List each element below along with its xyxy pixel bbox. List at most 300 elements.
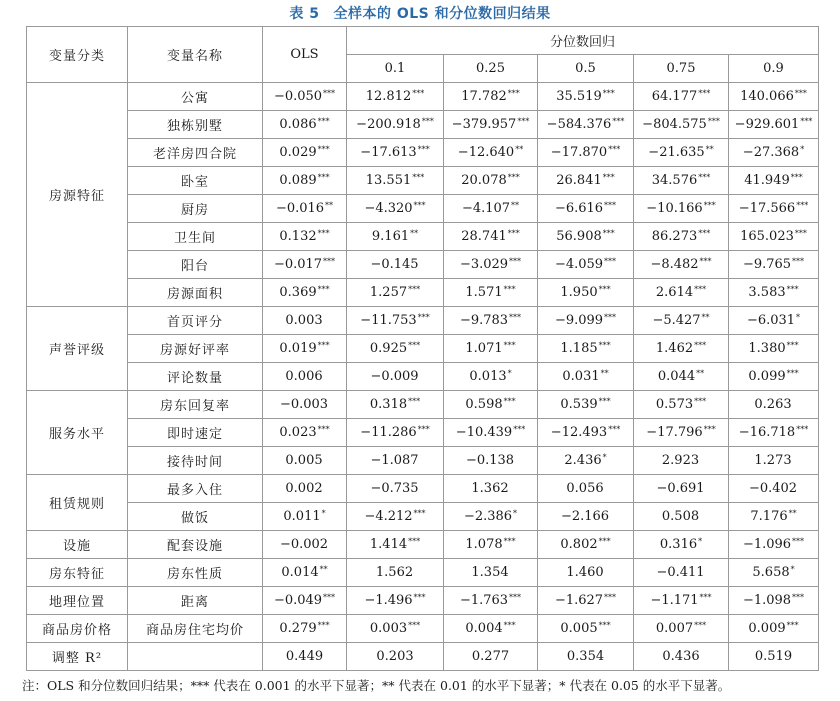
header-quantile-group: 分位数回归	[347, 27, 819, 55]
coefficient: 0.318	[369, 397, 408, 412]
coefficient: 41.949	[744, 173, 790, 188]
value-cell: 0.436	[634, 643, 729, 671]
value-cell	[444, 503, 538, 531]
value-cell	[444, 475, 538, 503]
significance-stars: **	[600, 369, 609, 378]
value-cell	[444, 615, 538, 643]
significance-stars: ***	[703, 425, 716, 434]
table-row	[27, 531, 819, 559]
value-cell	[729, 223, 819, 251]
significance-stars: ***	[707, 117, 720, 126]
coefficient: −3.029	[459, 257, 509, 272]
value-cell: 0.354	[538, 643, 634, 671]
significance-stars: ***	[794, 89, 807, 98]
category-cell: 房源特征	[27, 83, 128, 307]
coefficient: −21.635	[648, 145, 705, 160]
value-cell	[634, 335, 729, 363]
value-cell	[634, 447, 729, 475]
coefficient: −12.640	[457, 145, 515, 160]
coefficient: −9.783	[459, 313, 509, 328]
table-row	[27, 251, 819, 279]
coefficient: −5.427	[652, 313, 701, 328]
value-cell: 0.203	[347, 643, 444, 671]
value-cell	[263, 587, 347, 615]
significance-stars: ***	[608, 145, 621, 154]
value-cell	[538, 307, 634, 335]
value-cell	[634, 475, 729, 503]
variable-cell: 距离	[128, 587, 263, 615]
table-body	[27, 83, 819, 671]
table-note: 注：OLS 和分位数回归结果；*** 代表在 0.001 的水平下显著；** 代表在 0.01 的水平下显著；* 代表在 0.05 的水平下显著。	[22, 678, 731, 693]
coefficient: 1.562	[375, 565, 414, 580]
significance-stars: ***	[509, 257, 522, 266]
table-row	[27, 559, 819, 587]
value-cell	[263, 391, 347, 419]
value-cell	[538, 475, 634, 503]
coefficient: −0.003	[279, 397, 329, 412]
value-cell	[634, 503, 729, 531]
value-cell	[263, 111, 347, 139]
variable-cell: 独栋别墅	[128, 111, 263, 139]
value-cell	[634, 167, 729, 195]
coefficient: −16.718	[738, 425, 796, 440]
value-cell	[634, 615, 729, 643]
coefficient: 1.462	[655, 341, 694, 356]
significance-stars: **	[701, 313, 710, 322]
value-cell	[634, 139, 729, 167]
significance-stars: ***	[408, 285, 421, 294]
table-row	[27, 503, 819, 531]
coefficient: 1.380	[748, 341, 786, 356]
coefficient: −1.763	[459, 593, 509, 608]
coefficient: 26.841	[556, 173, 602, 188]
significance-stars: ***	[698, 89, 711, 98]
significance-stars: ***	[790, 173, 803, 182]
value-cell	[347, 139, 444, 167]
value-cell	[634, 419, 729, 447]
value-cell	[263, 363, 347, 391]
value-cell	[538, 167, 634, 195]
coefficient: −9.099	[554, 313, 604, 328]
significance-stars: ***	[408, 621, 421, 630]
value-cell	[347, 167, 444, 195]
significance-stars: ***	[412, 173, 425, 182]
significance-stars: ***	[317, 425, 330, 434]
significance-stars: ***	[598, 285, 611, 294]
value-cell	[347, 251, 444, 279]
coefficient: 35.519	[556, 89, 602, 104]
significance-stars: ***	[317, 229, 330, 238]
coefficient: 0.031	[562, 369, 600, 384]
significance-stars: ***	[604, 257, 617, 266]
coefficient: −6.616	[554, 201, 604, 216]
value-cell	[263, 531, 347, 559]
coefficient: −584.376	[546, 117, 612, 132]
significance-stars: **	[410, 229, 419, 238]
value-cell	[263, 167, 347, 195]
table-row	[27, 195, 819, 223]
coefficient: −10.439	[455, 425, 513, 440]
coefficient: −4.212	[364, 509, 413, 524]
value-cell	[729, 335, 819, 363]
significance-stars: ***	[604, 313, 617, 322]
value-cell	[444, 223, 538, 251]
significance-stars: ***	[598, 621, 611, 630]
coefficient: 0.005	[560, 621, 598, 636]
coefficient: −0.402	[748, 481, 798, 496]
significance-stars: ***	[413, 201, 426, 210]
value-cell	[634, 531, 729, 559]
coefficient: −1.627	[554, 593, 604, 608]
coefficient: 0.013	[469, 369, 507, 384]
header-category: 变量分类	[27, 27, 128, 83]
value-cell	[634, 251, 729, 279]
coefficient: −0.735	[370, 481, 419, 496]
coefficient: 64.177	[651, 89, 698, 104]
variable-cell: 做饭	[128, 503, 263, 531]
value-cell	[444, 111, 538, 139]
significance-stars: ***	[694, 341, 707, 350]
significance-stars: ***	[417, 145, 430, 154]
variable-cell: 公寓	[128, 83, 263, 111]
variable-cell: 商品房住宅均价	[128, 615, 263, 643]
value-cell	[444, 391, 538, 419]
value-cell	[634, 279, 729, 307]
value-cell	[538, 419, 634, 447]
significance-stars: ***	[694, 397, 707, 406]
value-cell	[538, 251, 634, 279]
value-cell	[347, 447, 444, 475]
significance-stars: ***	[317, 341, 330, 350]
coefficient: 1.571	[465, 285, 503, 300]
results-table	[26, 26, 819, 671]
coefficient: 0.006	[285, 369, 323, 384]
coefficient: 1.362	[471, 481, 509, 496]
coefficient: −17.870	[550, 145, 608, 160]
value-cell	[263, 83, 347, 111]
coefficient: 34.576	[651, 173, 698, 188]
coefficient: 7.176	[750, 509, 788, 524]
value-cell	[263, 503, 347, 531]
header-variable: 变量名称	[128, 27, 263, 83]
value-cell: 0.277	[444, 643, 538, 671]
value-cell	[729, 167, 819, 195]
value-cell	[263, 307, 347, 335]
variable-cell: 最多入住	[128, 475, 263, 503]
value-cell	[263, 251, 347, 279]
table-title: 全样本的 OLS 和分位数回归结果	[333, 6, 551, 22]
value-cell	[729, 139, 819, 167]
value-cell	[444, 307, 538, 335]
value-cell	[538, 279, 634, 307]
coefficient: 0.005	[285, 453, 323, 468]
table-row	[27, 167, 819, 195]
value-cell	[444, 139, 538, 167]
coefficient: 0.056	[566, 481, 604, 496]
coefficient: 0.099	[748, 369, 786, 384]
significance-stars: ***	[602, 229, 615, 238]
coefficient: 0.802	[560, 537, 598, 552]
significance-stars: ***	[792, 537, 805, 546]
variable-cell: 配套设施	[128, 531, 263, 559]
coefficient: −12.493	[550, 425, 608, 440]
category-cell: 声誉评级	[27, 307, 128, 391]
header-quantile: 0.25	[444, 55, 538, 83]
value-cell	[634, 83, 729, 111]
significance-stars: ***	[598, 341, 611, 350]
coefficient: −0.009	[370, 369, 419, 384]
coefficient: −11.286	[360, 425, 417, 440]
coefficient: 0.369	[279, 285, 317, 300]
value-cell	[347, 419, 444, 447]
value-cell: 0.449	[263, 643, 347, 671]
value-cell	[263, 419, 347, 447]
significance-stars: **	[325, 201, 334, 210]
coefficient: −6.031	[746, 313, 796, 328]
variable-cell: 房东性质	[128, 559, 263, 587]
value-cell	[729, 447, 819, 475]
significance-stars: ***	[612, 117, 625, 126]
significance-stars: ***	[517, 117, 530, 126]
value-cell	[347, 279, 444, 307]
significance-stars: ***	[698, 173, 711, 182]
value-cell	[634, 111, 729, 139]
coefficient: −0.145	[370, 257, 419, 272]
table-row	[27, 111, 819, 139]
header-quantile: 0.5	[538, 55, 634, 83]
significance-stars: *	[507, 369, 512, 378]
significance-stars: ***	[792, 593, 805, 602]
value-cell	[634, 587, 729, 615]
significance-stars: ***	[417, 313, 430, 322]
coefficient: −1.096	[742, 537, 792, 552]
value-cell	[634, 559, 729, 587]
coefficient: 86.273	[651, 229, 698, 244]
value-cell	[347, 83, 444, 111]
value-cell	[444, 167, 538, 195]
value-cell	[444, 531, 538, 559]
category-cell: 租赁规则	[27, 475, 128, 531]
coefficient: 0.003	[369, 621, 408, 636]
significance-stars: ***	[792, 257, 805, 266]
value-cell	[444, 447, 538, 475]
significance-stars: ***	[507, 229, 520, 238]
coefficient: 0.019	[279, 341, 317, 356]
value-cell	[538, 139, 634, 167]
value-cell	[444, 83, 538, 111]
coefficient: 2.923	[661, 453, 700, 468]
coefficient: 0.573	[655, 397, 694, 412]
coefficient: 9.161	[371, 229, 410, 244]
value-cell	[729, 503, 819, 531]
coefficient: 1.257	[369, 285, 408, 300]
significance-stars: ***	[412, 89, 425, 98]
value-cell	[347, 391, 444, 419]
coefficient: 0.044	[657, 369, 696, 384]
significance-stars: **	[511, 201, 520, 210]
significance-stars: ***	[317, 285, 330, 294]
table-header	[27, 27, 819, 83]
table-row	[27, 419, 819, 447]
table-row	[27, 363, 819, 391]
significance-stars: ***	[786, 621, 799, 630]
variable-cell: 即时速定	[128, 419, 263, 447]
value-cell	[538, 391, 634, 419]
coefficient: 0.132	[279, 229, 317, 244]
variable-cell: 接待时间	[128, 447, 263, 475]
value-cell	[538, 447, 634, 475]
coefficient: 0.279	[279, 621, 317, 636]
significance-stars: ***	[507, 89, 520, 98]
coefficient: 0.003	[285, 313, 323, 328]
coefficient: 28.741	[461, 229, 507, 244]
variable-cell	[128, 643, 263, 671]
coefficient: −2.386	[463, 509, 513, 524]
category-cell: 服务水平	[27, 391, 128, 475]
significance-stars: ***	[602, 89, 615, 98]
coefficient: −4.320	[364, 201, 413, 216]
variable-cell: 老洋房四合院	[128, 139, 263, 167]
significance-stars: ***	[408, 397, 421, 406]
coefficient: −0.138	[465, 453, 515, 468]
value-cell	[634, 391, 729, 419]
coefficient: 0.004	[465, 621, 503, 636]
value-cell	[263, 279, 347, 307]
variable-cell: 卫生间	[128, 223, 263, 251]
table-row	[27, 83, 819, 111]
value-cell	[729, 475, 819, 503]
coefficient: 0.925	[369, 341, 408, 356]
significance-stars: ***	[509, 313, 522, 322]
coefficient: 2.614	[655, 285, 694, 300]
coefficient: 1.185	[560, 341, 598, 356]
coefficient: 1.078	[465, 537, 503, 552]
significance-stars: ***	[602, 173, 615, 182]
value-cell	[538, 587, 634, 615]
significance-stars: ***	[796, 201, 809, 210]
coefficient: −0.016	[275, 201, 325, 216]
value-cell	[538, 559, 634, 587]
table-row	[27, 587, 819, 615]
coefficient: 1.354	[471, 565, 509, 580]
value-cell	[263, 335, 347, 363]
header-ols: OLS	[263, 27, 347, 83]
significance-stars: **	[705, 145, 714, 154]
value-cell	[347, 615, 444, 643]
coefficient: −1.171	[650, 593, 699, 608]
header-quantile: 0.75	[634, 55, 729, 83]
category-cell: 商品房价格	[27, 615, 128, 643]
header-quantile: 0.1	[347, 55, 444, 83]
value-cell	[729, 279, 819, 307]
significance-stars: ***	[604, 201, 617, 210]
significance-stars: *	[602, 453, 607, 462]
significance-stars: **	[696, 369, 705, 378]
coefficient: −17.796	[646, 425, 703, 440]
table-row	[27, 643, 819, 671]
coefficient: 12.812	[365, 89, 412, 104]
table-row	[27, 391, 819, 419]
coefficient: −0.049	[273, 593, 323, 608]
value-cell	[538, 223, 634, 251]
value-cell	[634, 223, 729, 251]
significance-stars: ***	[699, 593, 712, 602]
coefficient: 17.782	[461, 89, 507, 104]
coefficient: 0.598	[465, 397, 503, 412]
coefficient: 20.078	[461, 173, 507, 188]
value-cell	[263, 475, 347, 503]
category-cell: 调整 R²	[27, 643, 128, 671]
value-cell	[347, 335, 444, 363]
coefficient: 1.460	[566, 565, 604, 580]
table-row	[27, 335, 819, 363]
coefficient: 165.023	[740, 229, 794, 244]
value-cell	[444, 335, 538, 363]
coefficient: 0.011	[283, 509, 321, 524]
value-cell	[347, 223, 444, 251]
value-cell	[538, 363, 634, 391]
value-cell	[729, 391, 819, 419]
table-row	[27, 223, 819, 251]
coefficient: −0.050	[273, 89, 323, 104]
significance-stars: ***	[698, 229, 711, 238]
coefficient: 1.950	[560, 285, 598, 300]
value-cell	[444, 195, 538, 223]
coefficient: −929.601	[734, 117, 800, 132]
coefficient: 0.316	[659, 537, 698, 552]
value-cell	[444, 363, 538, 391]
table-row	[27, 475, 819, 503]
significance-stars: ***	[408, 341, 421, 350]
coefficient: 0.508	[661, 509, 700, 524]
significance-stars: ***	[786, 341, 799, 350]
significance-stars: ***	[503, 397, 516, 406]
coefficient: −0.691	[656, 481, 705, 496]
significance-stars: ***	[513, 425, 526, 434]
value-cell	[263, 559, 347, 587]
coefficient: 1.414	[369, 537, 408, 552]
value-cell	[347, 587, 444, 615]
value-cell	[538, 195, 634, 223]
variable-cell: 阳台	[128, 251, 263, 279]
significance-stars: ***	[503, 537, 516, 546]
significance-stars: ***	[507, 173, 520, 182]
variable-cell: 房源面积	[128, 279, 263, 307]
coefficient: −8.482	[650, 257, 699, 272]
significance-stars: ***	[503, 621, 516, 630]
significance-stars: ***	[694, 285, 707, 294]
value-cell	[729, 363, 819, 391]
coefficient: −1.087	[370, 453, 419, 468]
significance-stars: ***	[323, 257, 336, 266]
variable-cell: 评论数量	[128, 363, 263, 391]
significance-stars: *	[513, 509, 518, 518]
coefficient: 0.539	[560, 397, 598, 412]
significance-stars: ***	[786, 285, 799, 294]
value-cell	[729, 531, 819, 559]
coefficient: −379.957	[451, 117, 517, 132]
coefficient: 0.023	[279, 425, 317, 440]
significance-stars: **	[788, 509, 797, 518]
value-cell	[347, 559, 444, 587]
significance-stars: *	[796, 313, 801, 322]
table-number: 表 5	[289, 6, 320, 22]
coefficient: −200.918	[356, 117, 421, 132]
value-cell	[538, 83, 634, 111]
coefficient: 13.551	[365, 173, 412, 188]
value-cell	[729, 251, 819, 279]
value-cell	[729, 195, 819, 223]
